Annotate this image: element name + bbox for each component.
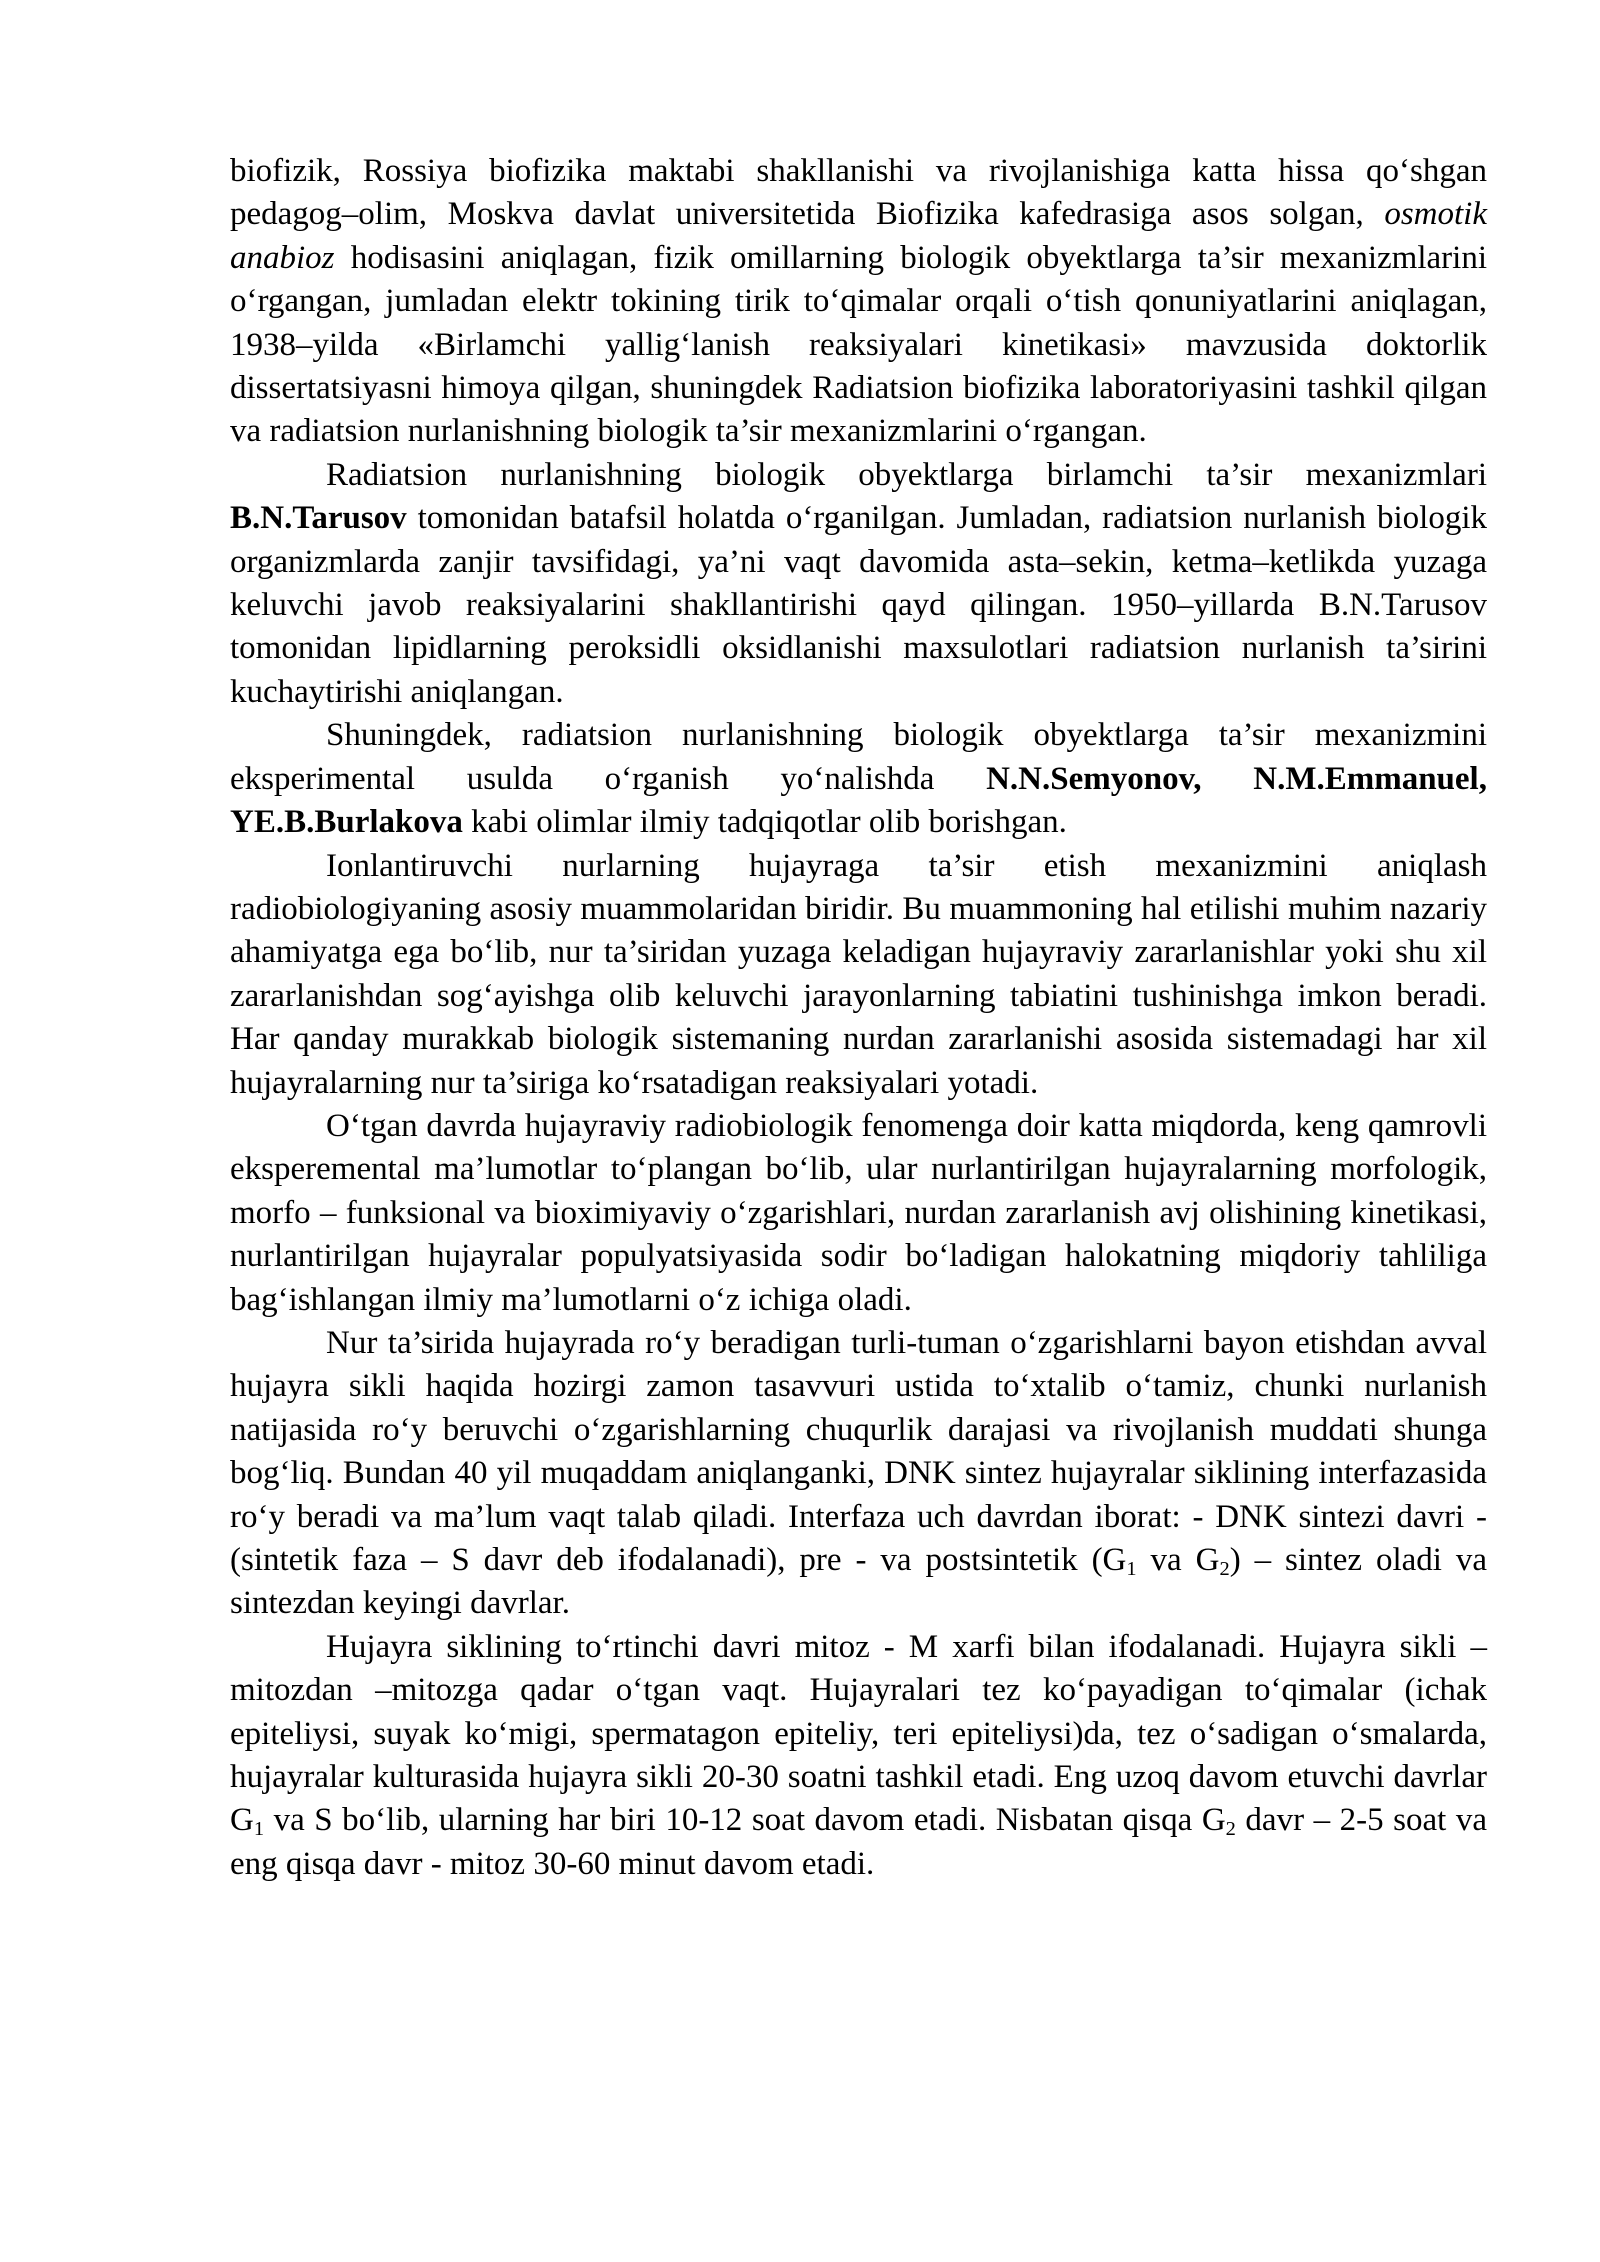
bold-name: B.N.Tarusov xyxy=(230,500,407,537)
text-run: O‘tgan davrda hujayraviy radiobiologik fenomenga doir katta miqdorda, keng qamrovli eksperemental ma’lumotlar to‘plangan bo‘lib, ular nurlantirilgan hujayralarning morfologik, morfo – funksional va bioximiyaviy o‘zgarishlari, nurdan zararlanish avj olishining kinetikasi, nurlantirilgan hujayralar populyatsiyasida sodir bo‘ladigan halokatning miqdoriy tahliliga bag‘ishlangan ilmiy ma’lumotlarni o‘z ichiga oladi. xyxy=(230,1107,1487,1318)
italic-term: osmotik anabioz xyxy=(230,196,1487,276)
text-run: kabi olimlar ilmiy tadqiqotlar olib borishgan. xyxy=(462,804,1067,841)
text-run: va S bo‘lib, ularning har biri 10-12 soat davom etadi. Nisbatan qisqa G xyxy=(264,1802,1226,1839)
text-run: tomonidan batafsil holatda o‘rganilgan. Jumladan, radiatsion nurlanish biologik organizmlarda zanjir tavsifidagi, ya’ni vaqt davomida asta–sekin, ketma–ketlikda yuzaga keluvchi javob reaksiyalarini shakllantirishi qayd qilingan. 1950–yillarda B.N.Tarusov tomonidan lipidlarning peroksidli oksidlanishi maxsulotlari radiatsion nurlanish ta’sirini kuchaytirishi aniqlangan. xyxy=(230,500,1487,710)
text-run: biofizik, Rossiya biofizika maktabi shakllanishi va rivojlanishiga katta hissa qo‘shgan pedagog–olim, Moskva davlat universitetida Biofizika kafedrasiga asos solgan, xyxy=(230,153,1487,233)
text-run: hodisasini aniqlagan, fizik omillarning biologik obyektlarga ta’sir mexanizmlarini o‘rgangan, jumladan elektr tokining tirik to‘qimalar orqali o‘tish qonuniyatlarini aniqlagan, 1938–yilda «Birlamchi yallig‘lanish reaksiyalari kinetikasi» mavzusida doktorlik dissertatsiyasni himoya qilgan, shuningdek Radiatsion biofizika laboratoriyasini tashkil qilgan va radiatsion nurlanishning biologik ta’sir mexanizmlarini o‘rgangan. xyxy=(230,239,1487,450)
text-run: va G xyxy=(1136,1542,1220,1578)
bold-names: N.N.Semyonov, N.M.Emmanuel, YE.B.Burlakova xyxy=(230,760,1487,841)
text-run: davr – 2-5 soat va eng qisqa davr - mitoz 30-60 minut davom etadi. xyxy=(230,1802,1487,1882)
paragraph-1 xyxy=(230,150,1487,454)
document-page xyxy=(230,150,1487,1886)
subscript: 2 xyxy=(1219,1558,1230,1581)
text-run: Shuningdek, radiatsion nurlanishning biologik obyektlarga ta’sir mexanizmini eksperimental usulda o‘rganish yo‘nalishda xyxy=(230,717,1487,797)
text-run: ) – sintez oladi va sintezdan keyingi davrlar. xyxy=(230,1542,1488,1622)
text-run: Radiatsion nurlanishning biologik obyektlarga birlamchi ta’sir mexanizmlari xyxy=(326,456,1487,493)
paragraph-5 xyxy=(230,1105,1487,1322)
paragraph-7 xyxy=(230,1626,1487,1886)
paragraph-6 xyxy=(230,1322,1487,1626)
text-run: Nur ta’sirida hujayrada ro‘y beradigan turli-tuman o‘zgarishlarni bayon etishdan avval hujayra sikli haqida hozirgi zamon tasavvuri ustida to‘xtalib o‘tamiz, chunki nurlanish natijasida ro‘y beruvchi o‘zgarishlarning chuqurlik darajasi va rivojlanish muddati shunga bog‘liq. Bundan 40 yil muqaddam aniqlanganki, DNK sintez hujayralar siklining interfazasida ro‘y beradi va ma’lum vaqt talab qiladi. Interfaza uch davrdan iborat: - DNK sintezi davri - (sintetik faza – S davr deb ifodalanadi), pre - va postsintetik (G xyxy=(230,1324,1487,1578)
paragraph-2 xyxy=(230,454,1487,714)
text-run: Hujayra siklining to‘rtinchi davri mitoz - M xarfi bilan ifodalanadi. Hujayra sikli – mitozdan –mitozga qadar o‘tgan vaqt. Hujayralari tez ko‘payadigan to‘qimalar (ichak epiteliysi, suyak ko‘migi, spermatagon epiteliy, teri epiteliysi)da, tez o‘sadigan o‘smalarda, hujayralar kulturasida hujayra sikli 20-30 soatni tashkil etadi. Eng uzoq davom etuvchi davrlar G xyxy=(230,1628,1487,1839)
subscript: 1 xyxy=(1126,1558,1137,1581)
subscript: 1 xyxy=(253,1818,265,1841)
text-run: Ionlantiruvchi nurlarning hujayraga ta’sir etish mexanizmini aniqlash radiobiologiyaning asosiy muammolaridan biridir. Bu muammoning hal etilishi muhim nazariy ahamiyatga ega bo‘lib, nur ta’siridan yuzaga keladigan hujayraviy zararlanishlar yoki shu xil zararlanishdan sog‘ayishga olib keluvchi jarayonlarning tabiatini tushinishga imkon beradi. Har qanday murakkab biologik sistemaning nurdan zararlanishi asosida sistemadagi har xil hujayralarning nur ta’siriga ko‘rsatadigan reaksiyalari yotadi. xyxy=(230,847,1487,1101)
paragraph-3 xyxy=(230,714,1487,844)
subscript: 2 xyxy=(1225,1818,1236,1841)
paragraph-4 xyxy=(230,845,1487,1105)
